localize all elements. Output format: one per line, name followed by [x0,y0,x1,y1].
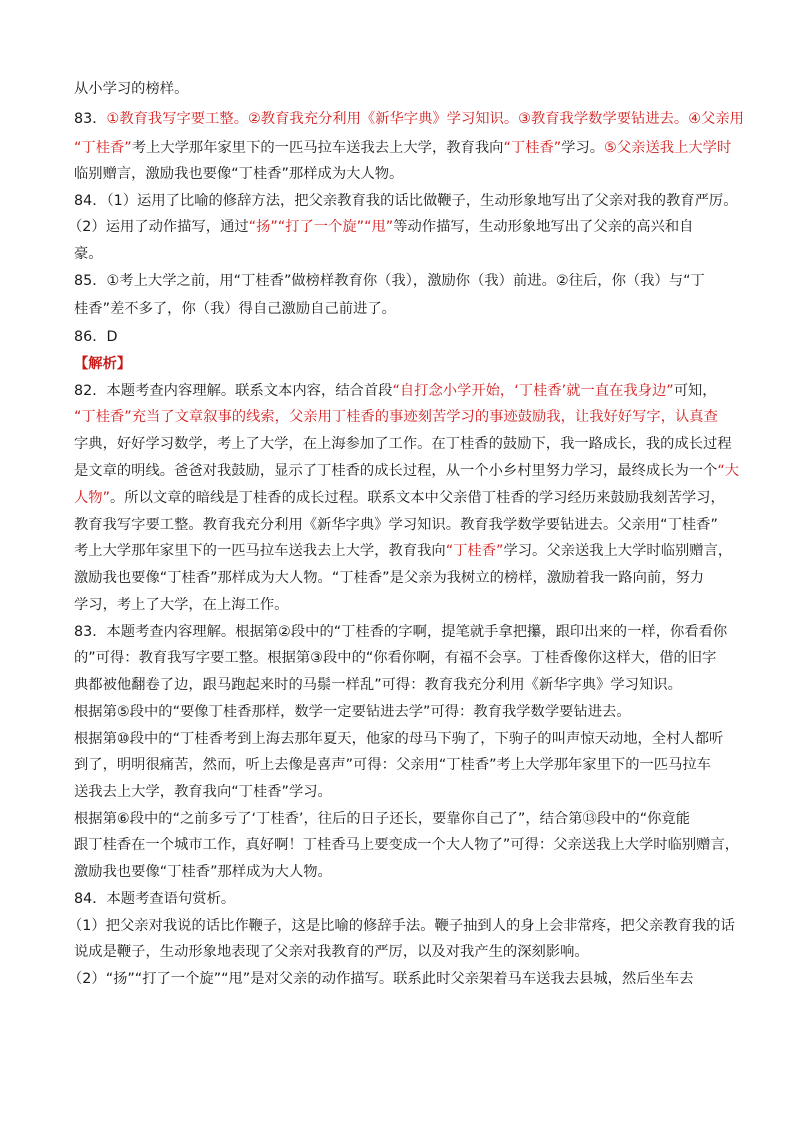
text-line [74,271,734,291]
text-run: 可知， [673,383,717,399]
text-line [74,488,734,508]
text-line [74,461,740,481]
text-run: 学习，考上了大学，在上海工作。 [74,597,289,613]
text-line [74,164,734,184]
text-line [74,381,734,401]
text-run: 激励我也要像“丁桂香”那样成为大人物。“丁桂香”是父亲为我树立的榜样，激励着我一路向前，努力 [74,570,705,586]
text-line [74,862,734,882]
text-run: 字典，好好学习数学，考上了大学，在上海参加了工作。在丁桂香的鼓励下，我一路成长，我的成长过程 [74,436,732,452]
text-line [68,217,728,237]
text-line [74,889,734,909]
text-run: 豪。 [74,246,103,262]
text-run: 考上大学那年家里下的一匹马拉车送我去上大学，教育我向 [74,543,446,559]
text-line [74,755,734,775]
text-run: 根据第⑤段中的“要像丁桂香那样，数学一定要钻进去学”可得：教育我学数学要钻进去。 [74,704,631,720]
text-run: 84．（1）运用了比喻的修辞方法，把父亲教育我的话比做鞭子，生动形象地写出了父亲对我的教育严厉。 [74,193,738,209]
text-run: 82．本题考查内容理解。联系文本内容，结合首段 [74,383,393,399]
text-run: （1）把父亲对我说的话比作鞭子，这是比喻的修辞手法。鞭子抽到人的身上会非常疼，把父亲教育我的话 [68,918,735,934]
text-line [74,515,734,535]
text-run: 跟丁桂香在一个城市工作，真好啊！丁桂香马上要变成一个大人物了”可得：父亲送我上大学时临别赠言， [74,837,740,853]
text-run: 。所以文章的暗线是丁桂香的成长过程。联系文本中父亲借丁桂香的学习经历来鼓励我刻苦学习， [110,490,725,506]
text-line [74,622,734,642]
answer-highlight: “丁桂香” [503,140,562,156]
text-run: 的”可得：教育我写字要工整。根据第③段中的“你看你啊，有福不会享。丁桂香像你这样大，借的旧字 [74,650,717,666]
text-line [74,244,734,264]
text-run: 学习。父亲送我上大学时临别赠言， [503,543,733,559]
answer-highlight: ⑤父亲送我上大学时 [604,140,732,156]
text-run: 83． [74,111,107,127]
text-line [74,729,734,749]
answer-highlight: “自打念小学开始，‘丁桂香’就一直在我身边” [392,383,674,399]
text-line [74,702,734,722]
text-line [74,541,734,561]
text-line [74,79,734,99]
text-run: 激励我也要像“丁桂香”那样成为大人物。 [74,864,332,880]
text-run: （2）“扬”“打了一个旋”“甩”是对父亲的动作描写。联系此时父亲架着马车送我去县城，然后坐车去 [68,971,694,987]
text-run: 86．D [74,329,118,345]
text-run: 等动作描写，生动形象地写出了父亲的高兴和自 [393,219,694,235]
text-line [74,648,734,668]
answer-highlight: 充当了文章叙事的线索，父亲用丁桂香的事迹刻苦学习的事迹鼓励我，让我好好写字，认真查 [131,409,718,425]
text-run: 从小学习的榜样。 [74,81,189,97]
text-line [74,354,734,374]
text-run: 到了，明明很痛苦，然而，听上去像是喜声”可得：父亲用“丁桂香”考上大学那年家里下的一匹马拉车 [74,757,711,773]
text-line [68,969,728,989]
text-line [74,942,734,962]
text-run: 根据第⑥段中的“之前多亏了‘丁桂香’，往后的日子还长，要靠你自己了”，结合第⑬段中的“你竟能 [74,811,690,827]
text-line [68,916,735,936]
analysis-heading: 【解析】 [74,356,132,372]
text-line [74,327,734,347]
text-run: 84．本题考查语句赏析。 [74,891,236,907]
text-run: 说成是鞭子，生动形象地表现了父亲对我教育的严厉，以及对我产生的深刻影响。 [74,944,589,960]
answer-highlight: “丁桂香” [74,409,132,425]
text-line [74,782,734,802]
text-line [74,809,734,829]
answer-highlight: “丁桂香” [74,140,132,156]
text-line [74,675,734,695]
text-run: （2）运用了动作描写，通过 [68,219,249,235]
text-run: 根据第⑩段中的“丁桂香考到上海去那年夏天，他家的母马下驹了，下驹子的叫声惊天动地，全村人都听 [74,731,724,747]
answer-highlight: “扬”“打了一个旋”“甩” [248,219,394,235]
text-line [74,109,744,129]
text-run: 学习。 [561,140,605,156]
text-run: 桂香”差不多了，你（我）得自己激励自己前进了。 [74,301,396,317]
text-run: 临别赠言，激励我也要像“丁桂香”那样成为大人物。 [74,166,404,182]
text-run: 典都被他翻卷了边，跟马跑起来时的马鬃一样乱”可得：教育我充分利用《新华字典》学习知识。 [74,677,682,693]
answer-highlight: “丁桂香” [445,543,504,559]
text-run: 83．本题考查内容理解。根据第②段中的“丁桂香的字啊，提笔就手拿把攥，跟印出来的一样，你看看你 [74,624,728,640]
text-line [74,568,734,588]
text-line [74,191,738,211]
text-line [74,595,734,615]
text-line [74,407,734,427]
answer-highlight: ①教育我写字要工整。②教育我充分利用《新华字典》学习知识。③教育我学数学要钻进去。④父亲用 [106,111,744,127]
answer-highlight: “大 [717,463,740,479]
answer-highlight: 人物” [74,490,111,506]
text-run: 送我去上大学，教育我向“丁桂香”学习。 [74,784,332,800]
text-run: 是文章的明线。爸爸对我鼓励，显示了丁桂香的成长过程，从一个小乡村里努力学习，最终成长为一个 [74,463,718,479]
text-run: 85．①考上大学之前，用“丁桂香”做榜样教育你（我），激励你（我）前进。②往后，你（我）与“丁 [74,273,705,289]
text-line [74,434,734,454]
text-run: 考上大学那年家里下的一匹马拉车送我去上大学，教育我向 [131,140,504,156]
text-line [74,299,734,319]
text-run: 教育我写字要工整。教育我充分利用《新华字典》学习知识。教育我学数学要钻进去。父亲用“丁桂香” [74,517,718,533]
text-line [74,835,740,855]
text-line [74,138,734,158]
